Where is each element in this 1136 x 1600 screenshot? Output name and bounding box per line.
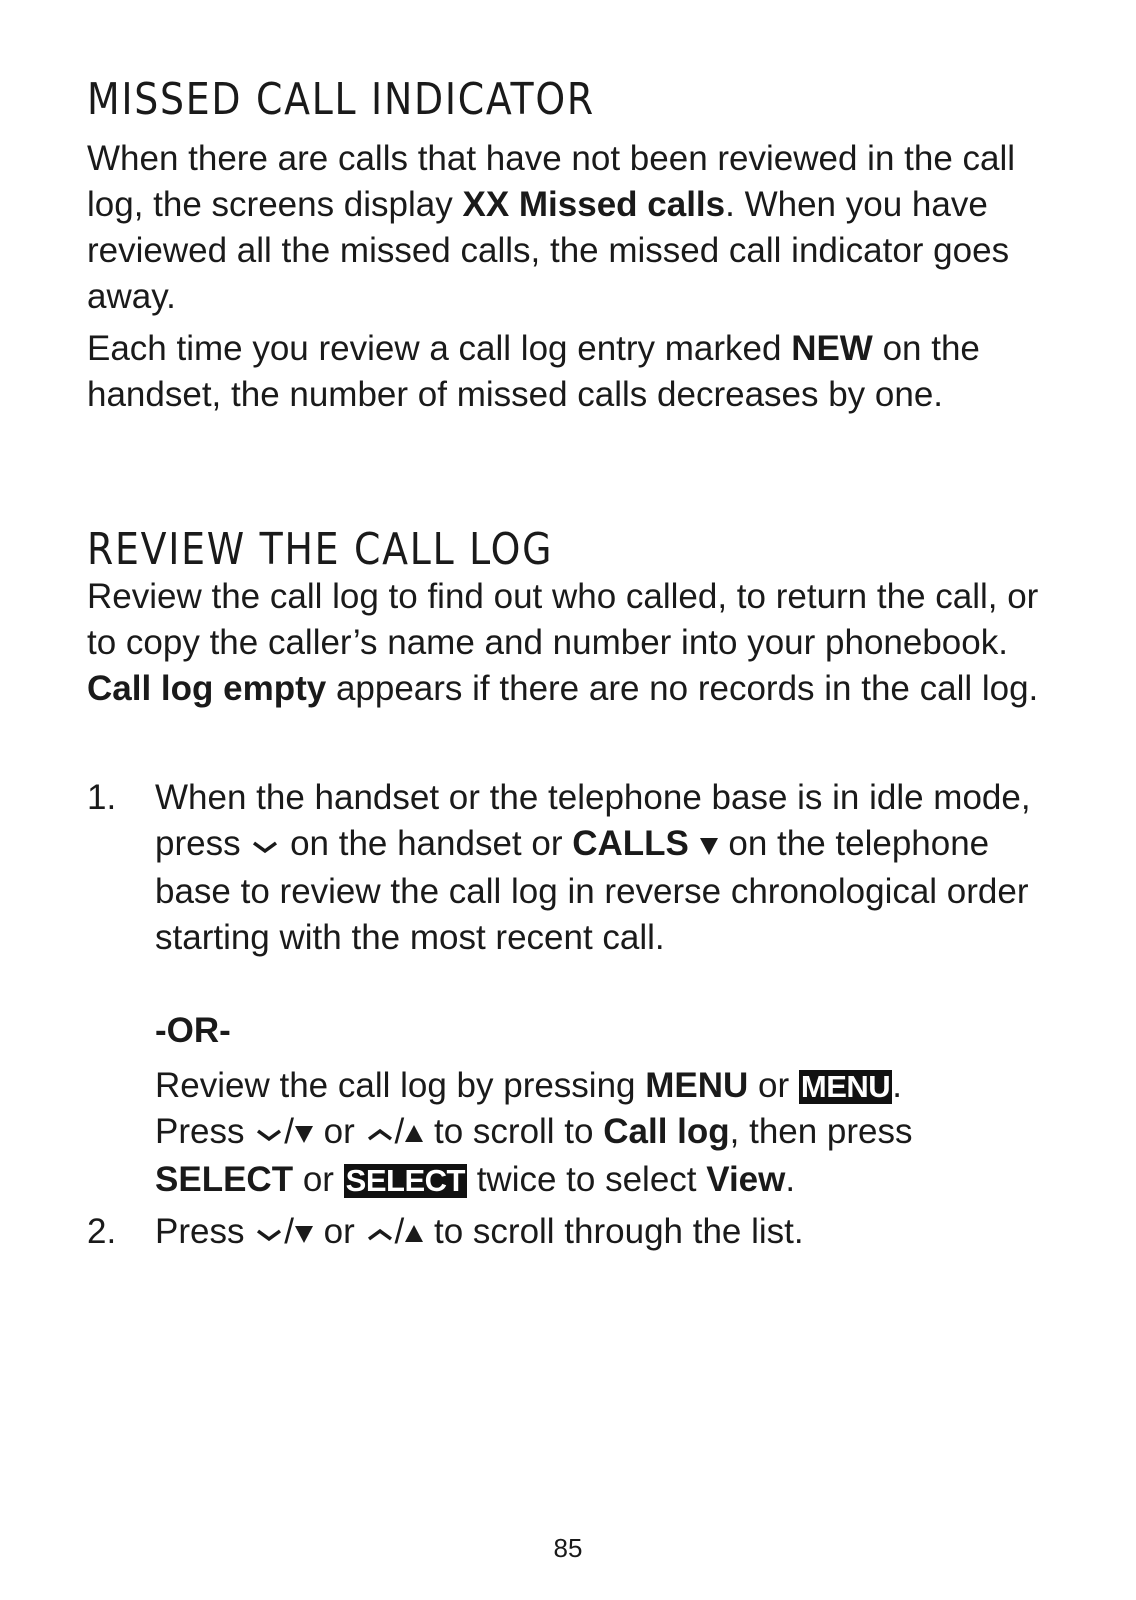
down-chevron-icon [250, 823, 280, 869]
missed-calls-label: XX Missed calls [462, 185, 726, 224]
call-log-label: Call log [603, 1112, 730, 1151]
down-chevron-icon [254, 1211, 284, 1257]
step-number: 1. [87, 778, 117, 817]
down-triangle-icon [699, 823, 719, 869]
menu-softkey-label: MENU [800, 1069, 891, 1104]
paragraph-review-intro: Review the call log to find out who called, to return the call, or to copy the caller’s name and number into your phonebook. Call log empty appears if there are no records in the call log. [87, 577, 1039, 708]
view-label: View [706, 1159, 786, 1199]
new-label: NEW [791, 329, 873, 368]
down-chevron-icon [254, 1111, 284, 1157]
select-softkey-label: SELECT [345, 1162, 465, 1198]
page-number: 85 [553, 1533, 583, 1563]
paragraph-new-entry: Each time you review a call log entry marked NEW on the handset, the number of missed calls decreases by one. [87, 329, 980, 414]
step-text: When the handset or the telephone base is in idle mode, press on the handset or CALLS on the telephone base to review the call log in reverse chronological order starting with the most recent call. [155, 778, 1031, 957]
up-chevron-icon [365, 1211, 395, 1257]
up-chevron-icon [365, 1111, 395, 1157]
select-key-label: SELECT [155, 1159, 294, 1199]
paragraph-missed-calls: When there are calls that have not been reviewed in the call log, the screens display XX Missed calls. When you have reviewed all the missed calls, the missed call indicator goes away. [87, 139, 1016, 316]
down-triangle-icon [294, 1111, 314, 1157]
call-log-empty-label: Call log empty [87, 669, 327, 708]
down-triangle-icon [294, 1211, 314, 1257]
step-number: 2. [87, 1212, 117, 1251]
step-text: Press / or / to scroll through the list. [155, 1209, 1055, 1257]
calls-key-label: CALLS [572, 824, 689, 863]
up-triangle-icon [404, 1211, 424, 1257]
menu-key-label: MENU [645, 1066, 749, 1105]
section-title-missed-call-indicator: MISSED CALL INDICATOR [87, 74, 595, 125]
alternative-text: Review the call log by pressing MENU or MENU. Press / or / to scroll to Call log, then press SELECT or SELECT twice to select View. [155, 1066, 913, 1199]
up-triangle-icon [404, 1111, 424, 1157]
section-title-review-call-log: REVIEW THE CALL LOG [87, 524, 554, 575]
